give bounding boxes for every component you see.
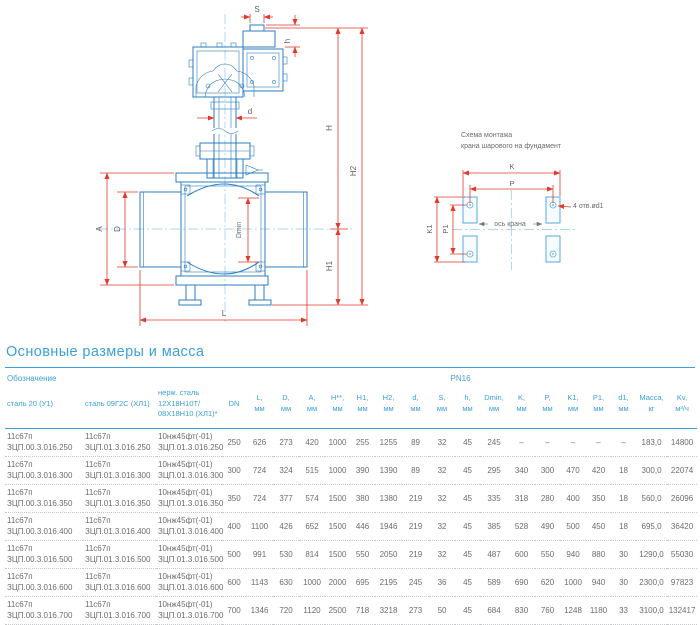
value-cell: 32 (429, 512, 455, 540)
value-cell: 695,0 (636, 512, 667, 540)
value-cell: 500 (222, 540, 246, 568)
value-cell: 528 (508, 512, 535, 540)
designation-cell: 10нж45фт(-01) ЗЦП.01.3.016.600 (156, 568, 222, 596)
dim-label-Dmin: Dmin (236, 221, 243, 239)
value-cell: 515 (299, 456, 325, 484)
value-cell: 700 (222, 596, 246, 624)
value-cell: 45 (455, 512, 480, 540)
dim-label-H2: H2 (349, 165, 358, 177)
value-cell: 940 (560, 540, 586, 568)
value-cell: 22074 (667, 456, 697, 484)
value-cell: 1000 (299, 568, 325, 596)
value-cell: 350 (222, 484, 246, 512)
value-cell: 219 (402, 540, 429, 568)
value-cell: 2195 (375, 568, 402, 596)
dim-label-P1: P1 (441, 224, 450, 234)
valve-axis-label: ось крана (494, 221, 526, 228)
designation-cell: 10нж45фт(-01) ЗЦП.01.3.016.300 (156, 456, 222, 484)
value-cell: 814 (299, 540, 325, 568)
value-cell: 991 (246, 540, 273, 568)
table-row (5, 512, 697, 540)
value-cell: 30 (611, 568, 636, 596)
value-cell: 1946 (375, 512, 402, 540)
leg-right (255, 285, 264, 300)
body-bottom-plate (176, 276, 268, 285)
value-cell: 1290,0 (636, 540, 667, 568)
column-header: Масса, кг (636, 384, 667, 428)
value-cell: 390 (350, 456, 375, 484)
value-cell: 245 (480, 428, 508, 456)
column-header: A, мм (299, 384, 325, 428)
value-cell: 26096 (667, 484, 697, 512)
designation-cell: 11с67п ЗЦП.01.3.016.350 (83, 484, 156, 512)
column-header: d, мм (402, 384, 429, 428)
scheme-title-line2: крана шарового на фундамент (461, 143, 562, 150)
mounting-scheme (425, 132, 604, 270)
value-cell: 1500 (325, 512, 350, 540)
value-cell: 273 (273, 428, 299, 456)
value-cell: 426 (273, 512, 299, 540)
value-cell: 2000 (325, 568, 350, 596)
value-cell: 32 (429, 456, 455, 484)
column-header: S, мм (429, 384, 455, 428)
value-cell: 295 (480, 456, 508, 484)
value-cell: 30 (611, 540, 636, 568)
dimension-lines (100, 14, 368, 326)
value-cell: 33 (611, 596, 636, 624)
value-cell: 324 (273, 456, 299, 484)
value-cell: 490 (535, 512, 560, 540)
value-cell: 18 (611, 456, 636, 484)
designation-cell: 11с67п ЗЦП.01.3.016.400 (83, 512, 156, 540)
value-cell: 760 (535, 596, 560, 624)
value-cell: 18 (611, 512, 636, 540)
column-header: H2, мм (375, 384, 402, 428)
dimensions-section (5, 342, 695, 625)
column-header: H1, мм (350, 384, 375, 428)
value-cell: 1255 (375, 428, 402, 456)
designation-cell: 11с67п ЗЦП.01.3.016.250 (83, 428, 156, 456)
column-header: K, мм (508, 384, 535, 428)
value-cell: 600 (508, 540, 535, 568)
column-header: DN (222, 384, 246, 428)
value-cell: 574 (299, 484, 325, 512)
value-cell: 350 (586, 484, 611, 512)
value-cell: 560,0 (636, 484, 667, 512)
value-cell: 45 (455, 456, 480, 484)
value-cell: 830 (508, 596, 535, 624)
value-cell: 55030 (667, 540, 697, 568)
value-cell: 1143 (246, 568, 273, 596)
value-cell: 450 (586, 512, 611, 540)
value-cell: 652 (299, 512, 325, 540)
value-cell: 18 (611, 484, 636, 512)
designation-cell: 10нж45фт(-01) ЗЦП.01.3.016.500 (156, 540, 222, 568)
value-cell: 45 (455, 568, 480, 596)
table-row (5, 456, 697, 484)
value-cell: 470 (560, 456, 586, 484)
designation-cell: 11с67п ЗЦП.00.3.016.250 (5, 428, 83, 456)
value-cell: 400 (222, 512, 246, 540)
value-cell: 695 (350, 568, 375, 596)
scheme-title-line1: Схема монтажа (461, 132, 513, 139)
dim-label-K: K (509, 162, 515, 171)
value-cell: 3218 (375, 596, 402, 624)
value-cell: 255 (350, 428, 375, 456)
designation-cell: 11с67п ЗЦП.00.3.016.700 (5, 596, 83, 624)
value-cell: 1346 (246, 596, 273, 624)
column-header: Dmin, мм (480, 384, 508, 428)
column-header: P, мм (535, 384, 560, 428)
table-row (5, 428, 697, 456)
value-cell: 300 (535, 456, 560, 484)
value-cell: 1380 (375, 484, 402, 512)
value-cell: 380 (350, 484, 375, 512)
value-cell: 690 (508, 568, 535, 596)
value-cell: 1120 (299, 596, 325, 624)
designation-cell: 11с67п ЗЦП.00.3.016.350 (5, 484, 83, 512)
value-cell: 630 (273, 568, 299, 596)
value-cell: 550 (350, 540, 375, 568)
value-cell: 880 (586, 540, 611, 568)
column-header: D, мм (273, 384, 299, 428)
value-cell: 720 (273, 596, 299, 624)
value-cell: – (586, 428, 611, 456)
valve-drawing (140, 25, 307, 305)
column-header: нерж. сталь 12Х18Н10Т/ 08Х18Н10 (ХЛ1)* (156, 384, 222, 428)
value-cell: 1100 (246, 512, 273, 540)
dim-label-A: A (95, 226, 104, 232)
value-cell: 724 (246, 484, 273, 512)
column-header: Kv, м³/ч (667, 384, 697, 428)
value-cell: 1000 (325, 428, 350, 456)
table-row (5, 568, 697, 596)
value-cell: 219 (402, 512, 429, 540)
value-cell: 300,0 (636, 456, 667, 484)
value-cell: 45 (455, 428, 480, 456)
column-header: d1, мм (611, 384, 636, 428)
value-cell: 50 (429, 596, 455, 624)
dim-label-H1: H1 (325, 260, 334, 272)
foot-left (179, 300, 201, 305)
value-cell: 250 (222, 428, 246, 456)
value-cell: 684 (480, 596, 508, 624)
value-cell: 2300,0 (636, 568, 667, 596)
designation-cell: 11с67п ЗЦП.01.3.016.300 (83, 456, 156, 484)
value-cell: 1000 (560, 568, 586, 596)
value-cell: 89 (402, 428, 429, 456)
value-cell: 1000 (325, 456, 350, 484)
value-cell: 940 (586, 568, 611, 596)
dim-label-L: L (221, 309, 227, 318)
value-cell: 724 (246, 456, 273, 484)
designation-group-header: Обозначение (7, 374, 57, 383)
value-cell: 2050 (375, 540, 402, 568)
gearbox-left-housing (193, 47, 243, 97)
value-cell: 1390 (375, 456, 402, 484)
holes-callout-label: 4 отв.ød1 (573, 203, 604, 210)
value-cell: 600 (222, 568, 246, 596)
value-cell: 589 (480, 568, 508, 596)
value-cell: 420 (586, 456, 611, 484)
designation-cell: 10нж45фт(-01) ЗЦП.01.3.016.400 (156, 512, 222, 540)
dim-label-D: D (113, 226, 122, 232)
value-cell: 530 (273, 540, 299, 568)
column-header: H**, мм (325, 384, 350, 428)
designation-cell: 11с67п ЗЦП.01.3.016.700 (83, 596, 156, 624)
value-cell: 487 (480, 540, 508, 568)
value-cell: 36420 (667, 512, 697, 540)
designation-cell: 11с67п ЗЦП.01.3.016.500 (83, 540, 156, 568)
column-header: h, мм (455, 384, 480, 428)
section-title: Основные размеры и масса (5, 342, 695, 368)
value-cell: 183,0 (636, 428, 667, 456)
pn16-group-header: PN16 (450, 374, 471, 383)
designation-cell: 10нж45фт(-01) ЗЦП.01.3.016.700 (156, 596, 222, 624)
value-cell: 36 (429, 568, 455, 596)
designation-cell: 11с67п ЗЦП.00.3.016.400 (5, 512, 83, 540)
value-cell: 3100,0 (636, 596, 667, 624)
column-header: P1, мм (586, 384, 611, 428)
value-cell: 14800 (667, 428, 697, 456)
value-cell: 300 (222, 456, 246, 484)
value-cell: 385 (480, 512, 508, 540)
drawing-details (144, 43, 304, 272)
value-cell: 45 (455, 540, 480, 568)
value-cell: 377 (273, 484, 299, 512)
designation-cell: 11с67п ЗЦП.00.3.016.500 (5, 540, 83, 568)
value-cell: 219 (402, 484, 429, 512)
table-row (5, 484, 697, 512)
value-cell: 1500 (325, 540, 350, 568)
value-cell: 626 (246, 428, 273, 456)
column-header: L, мм (246, 384, 273, 428)
value-cell: 718 (350, 596, 375, 624)
value-cell: 32 (429, 540, 455, 568)
dim-label-H: H (325, 125, 334, 131)
value-cell: – (508, 428, 535, 456)
value-cell: 400 (560, 484, 586, 512)
table-row (5, 540, 697, 568)
value-cell: 280 (535, 484, 560, 512)
actuator-stub (250, 25, 264, 31)
pipe-left (140, 192, 181, 267)
designation-cell: 11с67п ЗЦП.00.3.016.600 (5, 568, 83, 596)
value-cell: 550 (535, 540, 560, 568)
table-row (5, 596, 697, 624)
dim-label-P: P (509, 179, 515, 188)
dim-label-d: d (247, 107, 253, 116)
dim-label-s: S (254, 5, 260, 14)
dim-label-K1: K1 (425, 224, 434, 234)
value-cell: 1248 (560, 596, 586, 624)
value-cell: 446 (350, 512, 375, 540)
value-cell: 2500 (325, 596, 350, 624)
designation-cell: 11с67п ЗЦП.00.3.016.300 (5, 456, 83, 484)
value-cell: 245 (402, 568, 429, 596)
value-cell: 32 (429, 484, 455, 512)
value-cell: 97823 (667, 568, 697, 596)
designation-cell: 10нж45фт(-01) ЗЦП.01.3.016.250 (156, 428, 222, 456)
pipe-right (265, 192, 307, 267)
value-cell: 132417 (667, 596, 697, 624)
column-header: сталь 20 (У1) (5, 384, 83, 428)
value-cell: 340 (508, 456, 535, 484)
value-cell: – (611, 428, 636, 456)
foot-right (249, 300, 271, 305)
value-cell: 89 (402, 456, 429, 484)
value-cell: – (560, 428, 586, 456)
value-cell: 318 (508, 484, 535, 512)
dim-label-h: h (283, 38, 292, 44)
value-cell: 45 (455, 596, 480, 624)
actuator-top-box (243, 31, 275, 47)
value-cell: 1180 (586, 596, 611, 624)
designation-cell: 10нж45фт(-01) ЗЦП.01.3.016.350 (156, 484, 222, 512)
value-cell: 1500 (325, 484, 350, 512)
column-header: сталь 09Г2С (ХЛ1) (83, 384, 156, 428)
value-cell: 620 (535, 568, 560, 596)
gearbox-right-housing (243, 49, 283, 91)
value-cell: 32 (429, 428, 455, 456)
value-cell: 45 (455, 484, 480, 512)
value-cell: 500 (560, 512, 586, 540)
designation-cell: 11с67п ЗЦП.01.3.016.600 (83, 568, 156, 596)
column-header: K1, мм (560, 384, 586, 428)
dimensions-table (5, 368, 697, 625)
value-cell: 420 (299, 428, 325, 456)
value-cell: 273 (402, 596, 429, 624)
value-cell: – (535, 428, 560, 456)
leg-left (186, 285, 195, 300)
value-cell: 335 (480, 484, 508, 512)
